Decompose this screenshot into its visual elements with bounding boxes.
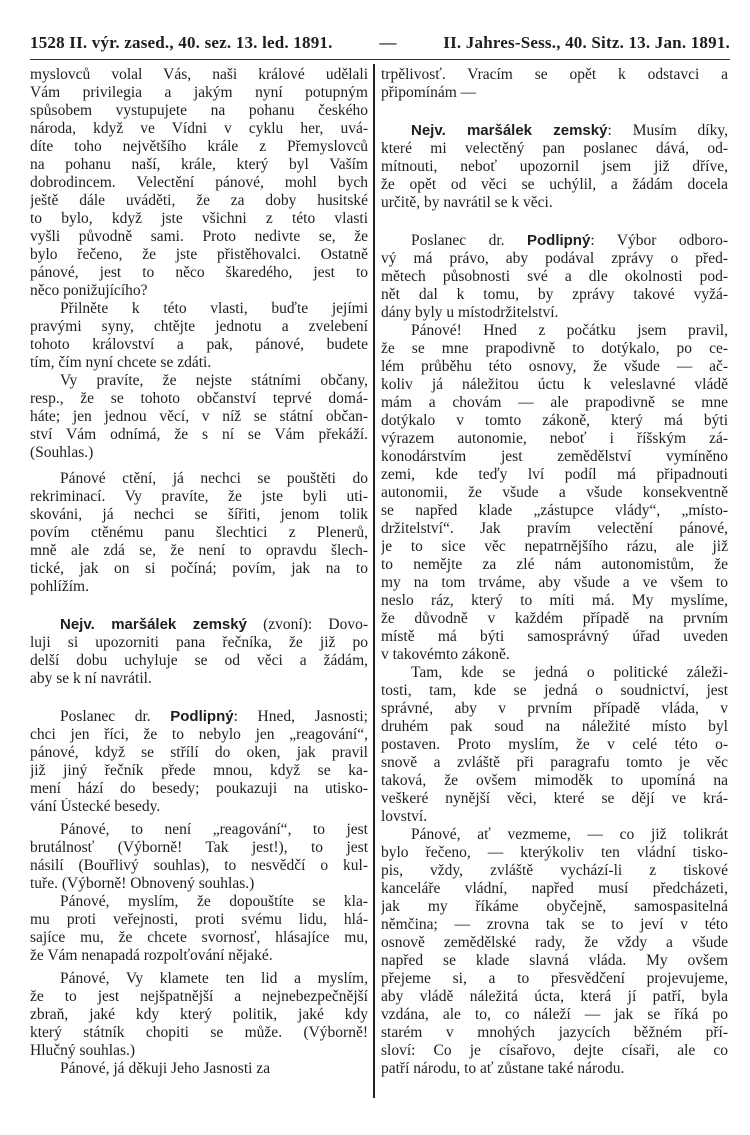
text-line [30, 616, 368, 634]
paragraph [30, 372, 368, 462]
paragraph [30, 616, 368, 688]
speech-text: : Musím díky, [607, 122, 728, 139]
text-line [381, 122, 728, 140]
paragraph [30, 300, 368, 372]
text-line: skováni, já nechci se šířiti, jenom tolik [30, 506, 368, 523]
text-line: bylo řečeno, — kterýkoliv ten vládní tisko- [381, 844, 728, 861]
text-line: zemi, kde teďy lví podíl má připadnouti [381, 466, 728, 483]
text-line: pánové, jest to něco škaredého, jest to [30, 264, 368, 281]
text-line: to nemějte za zlé nám autonomistům, že [381, 556, 728, 573]
text-line: vání Ústecké besedy. [30, 798, 161, 815]
text-line: že se mne prapodivně to dotýkalo, po ce- [381, 340, 728, 357]
text-line: je to sice věc nepatrnějšího rázu, ale již [381, 538, 728, 555]
text-line: lém průběhu této osnovy, že všude — ač- [381, 358, 728, 375]
text-line: Vy pravíte, že nejste státními občany, [60, 372, 368, 389]
text-line: Hlučný souhlas.) [30, 1042, 136, 1059]
speaker-name: Nejv. maršálek zemský [60, 616, 247, 633]
text-line: napřed se klade slavná vláda. My ovšem [381, 952, 728, 969]
paragraph [381, 122, 728, 212]
text-line: tické, jak on si počíná; povím, jak na to [30, 560, 368, 577]
text-line: mám a chovám — ale prapodivně se mne [381, 394, 728, 411]
paragraph [30, 66, 368, 300]
header-separator: — [379, 33, 397, 52]
text-line: luji si upozorniti pana řečníka, že již po [30, 634, 368, 651]
text-line: patří národu, to ať zůstane také národu. [381, 1060, 625, 1077]
text-line: němčina; — zrovna tak se to jeví v této [381, 916, 728, 933]
speaker-name: Nejv. maršálek zemský [411, 122, 608, 139]
text-line: konodárstvím jest zemědělství vymíněno [381, 448, 728, 465]
page-header [30, 33, 730, 60]
text-line: rekriminací. Vy pravíte, že jste byli uti- [30, 488, 368, 505]
text-line: dobrodincem. Velectění pánové, mohl bych [30, 174, 368, 191]
paragraph [30, 470, 368, 596]
text-line: tuře. (Výborně! Obnovený souhlas.) [30, 875, 255, 892]
text-line: již jiný řečník přede mnou, když se ka- [30, 762, 368, 779]
paragraph [381, 664, 728, 826]
text-line: na pohanu naší, krále, který byl Vaším [30, 156, 368, 173]
text-line: kanceláře vládní, napřed musí předcházeti, [381, 880, 728, 897]
text-line: pis, vždy, zvláště vychází-li z tiskové [381, 862, 728, 879]
speaker-prefix: Poslanec dr. [60, 708, 171, 725]
text-line: brutálnosť (Výborně! Tak jest!), to jest [30, 839, 368, 856]
text-line: koliv já náležitou úctu k veleslavné vládě [381, 376, 728, 393]
paragraph [30, 970, 368, 1060]
text-line: tohoto království a pak, pánové, budete [30, 336, 368, 353]
text-line: připomínám — [381, 84, 477, 101]
text-line: vzdána, ale to, co náleží — jak se říká po [381, 1006, 728, 1023]
text-line: správné, aby v prvním případě vláda, v [381, 700, 728, 717]
text-line: přejeme si, a to přesvědčení projevujeme, [381, 970, 728, 987]
text-line: lovství. [381, 808, 428, 825]
text-line: že důvodně v každém případě na prvním [381, 610, 728, 627]
text-line: Pánové, myslím, že dopouštíte se kla- [60, 893, 368, 910]
speech-text: : Výbor odboro- [590, 232, 728, 249]
text-line: snově a zvláště při paragrafu tomto je věc [381, 754, 728, 771]
speech-text: : Hned, Jasnosti; [233, 708, 368, 725]
text-line: dotýkalo v tomto zákoně, který má býti [381, 412, 728, 429]
text-line: chci jen říci, že to nebylo jen „reagování“, [30, 726, 368, 743]
text-line: povím ctěnému panu šlechtici z Plenerů, [30, 524, 368, 541]
text-line: tím, čím nyní chcete se zdáti. [30, 354, 212, 371]
right-column [381, 66, 728, 1078]
text-line: pohlížím. [30, 578, 89, 595]
text-line: háte; jen jednou věcí, v níž se státní občan- [30, 408, 368, 425]
text-line: držitelství“. Jak pravím velectění pánové, [381, 520, 728, 537]
text-line: myslovců volal Vás, naši králové udělali [30, 66, 368, 83]
text-line: který státník chopiti se může. (Výborně! [30, 1024, 368, 1041]
text-line: zbraň, jaké kdy který politik, jaké kdy [30, 1006, 368, 1023]
paragraph [30, 708, 368, 816]
text-line: sajíce mu, že chcete svornosť, hlásajíce mu, [30, 929, 368, 946]
text-line: Tam, kde se jedná o politické záleži- [411, 664, 728, 681]
text-line: výrazem autonomie, neboť i říšským zá- [381, 430, 728, 447]
text-line: mu proti veřejnosti, proti svému lidu, hlá- [30, 911, 368, 928]
column-divider [373, 64, 375, 1098]
speaker-name: Podlipný [526, 232, 591, 249]
text-line: Přilněte k této vlasti, buďte jejími [60, 300, 368, 317]
text-line: bylo řečeno, že jste přistěhovalci. Ostatně [30, 246, 368, 263]
paragraph [381, 322, 728, 664]
text-line: (Souhlas.) [30, 444, 94, 461]
paragraph [381, 826, 728, 1078]
text-line: autonomii, že všude a všude konsekventně [381, 484, 728, 501]
text-line: pánové, když se střílí do oken, jak pravil [30, 744, 368, 761]
header-german: II. Jahres-Sess., 40. Sitz. 13. Jan. 1891. [443, 33, 730, 52]
text-line: aby se k ní navrátil. [30, 670, 152, 687]
text-line: něco ponižujícího? [30, 282, 148, 299]
text-line: Vám privilegia a jakým nyní potupným [30, 84, 368, 101]
text-line [381, 232, 728, 250]
text-line: resp., že se tohoto občanství teprvé domá- [30, 390, 368, 407]
header-czech: 1528 II. výr. zased., 40. sez. 13. led. 1891. [30, 33, 333, 52]
paragraph [381, 232, 728, 322]
paragraph [30, 893, 368, 965]
text-line [30, 708, 368, 726]
text-line: místě má býti samosprávný úřad uveden [381, 628, 728, 645]
text-line: druhém pak soud na náležité místo byl [381, 718, 728, 735]
text-line: určitě, by navrátil se k věci. [381, 194, 553, 211]
text-line: mení hází do besedy; poukazuji na utisko- [30, 780, 368, 797]
text-line: aby vládě náležitá úcta, která jí patří, byla [381, 988, 728, 1005]
text-line: Pánové! Hned z počátku jsem pravil, [411, 322, 728, 339]
paragraph [381, 66, 728, 102]
text-line: starém v mnohých jazycích běžném pří- [381, 1024, 728, 1041]
text-line: taková, že ovšem mimoděk to upomíná na [381, 772, 728, 789]
text-line: že opět od věci se uchýlil, a žádám docela [381, 176, 728, 193]
text-line: ještě dále uváděti, že za doby husitské [30, 192, 368, 209]
text-line: mětech působnosti své a dle okolnosti pod- [381, 268, 728, 285]
text-line: pravými syny, chtějte jednotu a zvelebení [30, 318, 368, 335]
speech-text: (zvoní): Dovo- [246, 616, 368, 633]
text-line: to bylo, když jste všichni z této vlasti [30, 210, 368, 227]
text-line: postaven. Proto myslím, že v celé této o- [381, 736, 728, 753]
text-line: dány byly u místodržitelství. [381, 304, 559, 321]
text-line: že Vám nenapadá rozpolťování nějaké. [30, 947, 273, 964]
text-line: mítnouti, neboť upozornil jsem již dříve, [381, 158, 728, 175]
text-line: národa, když ve Vídni v cyklu her, uvá- [30, 120, 368, 137]
left-column [30, 66, 368, 1078]
text-line: Pánové ctění, já nechci se pouštěti do [60, 470, 368, 487]
text-line: Pánové, Vy klamete ten lid a myslím, [60, 970, 368, 987]
text-line: které mi velectěný pan poslanec dává, od- [381, 140, 728, 157]
text-line: mně ale zdá se, že není to opravdu šlech- [30, 542, 368, 559]
text-line: sloví: Co je císařovo, dejte císaři, ale co [381, 1042, 728, 1059]
text-line: Pánové, to není „reagování“, to jest [60, 821, 368, 838]
text-line: že to jest nejšpatnější a nejnebezpečnější [30, 988, 368, 1005]
text-line: veškeré nynější věci, které se dějí ve krá- [381, 790, 728, 807]
text-line: delší dobu uchyluje se od věci a žádám, [30, 652, 368, 669]
text-line: vý má právo, aby podával zprávy o před- [381, 250, 728, 267]
text-line: vyšli původně sami. Proto nedivte se, že [30, 228, 368, 245]
text-line: neslo ráz, který to míti má. My myslíme, [381, 592, 728, 609]
speaker-name: Podlipný [170, 708, 234, 725]
text-line: Pánové, já děkuji Jeho Jasnosti za [60, 1060, 271, 1077]
text-line: tosti, tam, kde se jedná o soudnictví, jest [381, 682, 728, 699]
text-line: my na tom trváme, aby všude a ve všem to [381, 574, 728, 591]
text-line: nět dal k tomu, by zprávy takové vyžá- [381, 286, 728, 303]
paragraph [30, 1060, 368, 1078]
text-line: Pánové, ať vezmeme, — co již tolikrát [411, 826, 728, 843]
text-line: se napřed klade „zástupce vlády“, „místo- [381, 502, 728, 519]
text-line: jak my říkáme obyčejně, samospasitelná [381, 898, 728, 915]
speaker-prefix: Poslanec dr. [411, 232, 527, 249]
text-line: v takovémto zákoně. [381, 646, 510, 663]
text-line: díte toho největšího krále z Přemyslovců [30, 138, 368, 155]
text-line: ství Vám odnímá, že s ní se Vám překáží. [30, 426, 368, 443]
text-line: násilí (Bouřlivý souhlas), to nesvědčí o kul- [30, 857, 368, 874]
paragraph [30, 821, 368, 893]
text-line: spůsobem vystupujete na pohanu českého [30, 102, 368, 119]
text-line: trpělivosť. Vracím se opět k odstavci a [381, 66, 728, 83]
text-line: osnově zemědělské rady, že vždy a všude [381, 934, 728, 951]
